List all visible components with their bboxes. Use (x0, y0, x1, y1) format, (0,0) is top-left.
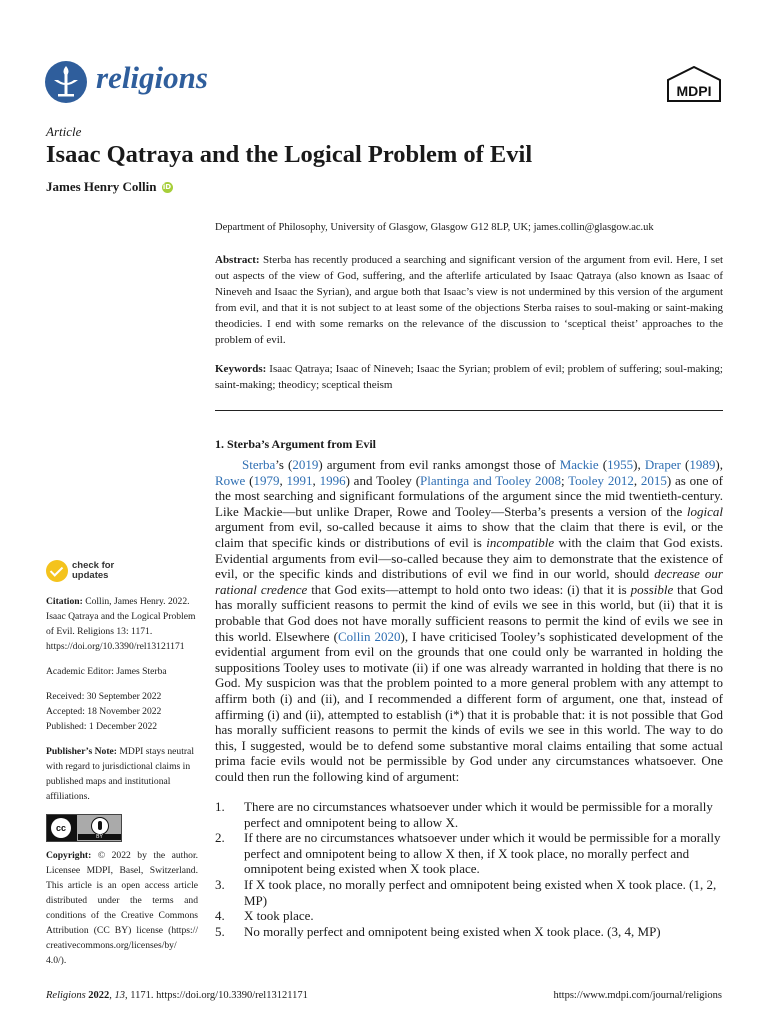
citation-link[interactable]: Sterba (242, 457, 276, 472)
argument-list (215, 799, 723, 939)
lamp-cross-icon (44, 60, 88, 104)
citation-link[interactable]: 1955 (607, 457, 634, 472)
keywords (215, 361, 723, 393)
check-updates-line1: check for (72, 560, 115, 571)
attribution-icon (91, 817, 109, 835)
journal-name: religions (96, 60, 208, 95)
citation-label: Citation: (46, 596, 83, 607)
copyright (46, 848, 198, 968)
keywords-label: Keywords: (215, 363, 267, 375)
citation-link[interactable]: Mackie (559, 457, 599, 472)
received-date: Received: 30 September 2022 (46, 691, 162, 702)
citation (46, 594, 198, 654)
citation-link[interactable]: Plantinga and Tooley 2008 (420, 472, 561, 488)
keywords-text: Isaac Qatraya; Isaac of Nineveh; Isaac the Syrian; problem of evil; problem of suffering; soul-making; saint-making; theodicy; sceptical theism (215, 363, 723, 391)
list-item: 2. If there are no circumstances whatsoever under which it would be permissible for a morally perfect and omnipotent being to allow X then, if X took place, no morally perfect and omnipotent being existed when X took place. (215, 830, 721, 877)
article-type: Article (46, 124, 82, 139)
list-item: 5. No morally perfect and omnipotent being existed when X took place. (3, 4, MP) (215, 923, 661, 939)
by-label: BY (78, 834, 121, 840)
publishers-note (46, 744, 198, 804)
svg-text:MDPI: MDPI (676, 83, 712, 99)
footer-citation: Religions 2022, 13, 1171. https://doi.org/10.3390/rel13121171 (46, 990, 308, 1001)
abstract-label: Abstract: (215, 254, 260, 266)
citation-link[interactable]: Collin 2020 (337, 628, 401, 644)
author-name[interactable]: James Henry Collin (46, 179, 157, 194)
citation-link[interactable]: Tooley 2012 (568, 472, 634, 488)
mdpi-logo (666, 66, 722, 102)
accepted-date: Accepted: 18 November 2022 (46, 706, 162, 717)
citation-link[interactable]: 2015 (640, 472, 667, 488)
author-line (46, 179, 173, 195)
published-date: Published: 1 December 2022 (46, 721, 158, 732)
body-paragraph: Sterba’s (2019) argument from evil ranks amongst those of Mackie (1955), Draper (1989), Rowe (1979, 1991, 1996) and Tooley (Plantinga and Tooley 2008; Tooley 2012, 2015) as one of the most searching and significant formulations of the argument since the mid twentieth-century. Like Mackie—but unlike Draper, Rowe and Tooley—Sterba’s presents a version of the logical argument from evil, so-called because it aims to show that the claim that there is evil, or the claim that specific kinds or distributions of evil is incompatible with the claim that God exists. Evidential arguments from evil—so-called because they aim to demonstrate that the existence of evil, or the specific kinds and distributions of evil we find in our world, should decrease our rational credence that God exits—attempt to hold onto two ideas: (i) that it is possible that God has morally sufficient reasons to permit the kind of evils we see in this world, but (ii) that it is probable that God does not have morally sufficient reasons to permit the kind of evils we see in this world. Elsewhere (Collin 2020), I have criticised Tooley’s sophisticated development of the evidential argument from evil on the grounds that one could only be warranted in holding the suppositions Tooley uses to motivate (ii) if one was already warranted in holding that there is no God. My suspicion was that the problem pointed to a more general problem with any attempt to affirm both (i) and (ii), and I recommended a different form of argument, one that, instead of affirming (i) and (ii), attempted to establish (i*) that it is probable that: it is not possible that God has morally sufficient reasons to permit the kinds of evils we see in this world. The way to do this, I suggested, would be to defend some substantive moral claims entailing that some actual prima facie evils would not be permissible by God under any circumstances whatsoever. One could then run the following kind of argument: (215, 457, 724, 784)
citation-link[interactable]: 1989 (689, 457, 716, 472)
citation-link[interactable]: 1991 (286, 472, 313, 488)
abstract-text: Sterba has recently produced a searching and significant version of the argument from evil. Here, I set out aspects of the view of God, suffering, and the afterlife articulated by Isaac Qatraya (also known as Isaac of Nineveh and Isaac the Syrian), and argue both that Isaac’s view is not undermined by this version of the argument from evil, and that it is not subject to at least some of the objections Sterba raises to soul-making or saint-making theodicies. I end with some remarks on the relevance of the discussion to ‘sceptical theist’ approaches to the problem of evil. (215, 254, 724, 346)
list-item: 3. If X took place, no morally perfect and omnipotent being existed when X took place. (1, 2, MP) (215, 876, 717, 908)
check-updates-line2: updates (72, 570, 109, 581)
citation-link[interactable]: 2019 (292, 457, 319, 472)
publishers-note-label: Publisher’s Note: (46, 746, 117, 757)
publishers-note-text: MDPI stays neutral with regard to jurisdictional claims in published maps and institutional affiliations. (46, 746, 194, 802)
cc-by-license-badge[interactable] (46, 814, 122, 842)
affiliation: Department of Philosophy, University of Glasgow, Glasgow G12 8LP, UK; james.collin@glasgow.ac.uk (215, 222, 654, 233)
cc-icon: cc (51, 818, 71, 838)
orcid-icon[interactable]: iD (162, 182, 172, 191)
copyright-text: © 2022 by the author. Licensee MDPI, Basel, Switzerland. This article is an open access article distributed under the terms and conditions of the Creative Commons Attribution (CC BY) license (https:// creativecommons.org/licenses/by/ 4.0/). (46, 850, 199, 966)
citation-link[interactable]: 1979 (253, 472, 280, 488)
citation-link[interactable]: 1996 (319, 472, 346, 488)
citation-link[interactable]: Rowe (215, 472, 246, 488)
footer-url[interactable]: https://www.mdpi.com/journal/religions (553, 990, 722, 1001)
check-icon (46, 560, 68, 582)
dates (46, 689, 198, 734)
abstract (215, 252, 723, 348)
citation-link[interactable]: Draper (644, 457, 681, 472)
list-item: 4. X took place. (215, 908, 314, 924)
divider (215, 410, 723, 411)
section-heading: 1. Sterba’s Argument from Evil (215, 437, 376, 451)
citation-text: Collin, James Henry. 2022. Isaac Qatraya and the Logical Problem of Evil. Religions 13: 1171. https://doi.org/10.3390/rel13121171 (46, 596, 196, 652)
article-title: Isaac Qatraya and the Logical Problem of Evil (46, 141, 533, 168)
copyright-label: Copyright: (46, 850, 92, 861)
check-for-updates-button[interactable] (46, 560, 198, 582)
list-item: 1. There are no circumstances whatsoever under which it would be permissible for a morally perfect and omnipotent being to allow X. (215, 799, 713, 830)
academic-editor: Academic Editor: James Sterba (46, 666, 167, 677)
sidebar (46, 560, 198, 968)
